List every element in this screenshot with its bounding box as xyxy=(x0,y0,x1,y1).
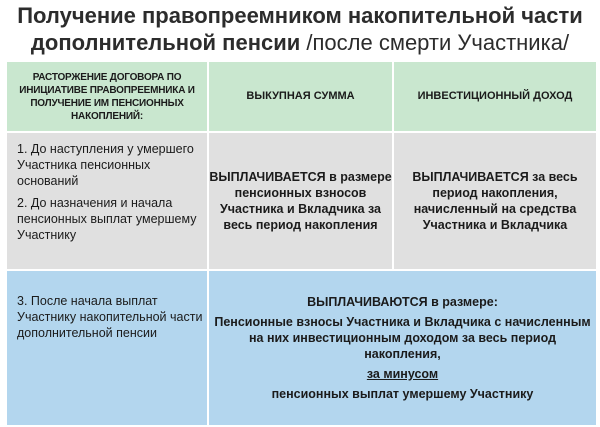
pension-table xyxy=(5,60,598,427)
merged-line-3: за минусом xyxy=(366,367,439,381)
merged-line-1: ВЫПЛАЧИВАЮТСЯ в размере: xyxy=(307,295,498,309)
table-row xyxy=(6,132,597,270)
table-header-row xyxy=(6,61,597,132)
table-row xyxy=(6,270,597,426)
header-cell-termination: РАСТОРЖЕНИЕ ДОГОВОРА ПО ИНИЦИАТИВЕ ПРАВОПРЕЕМНИКА И ПОЛУЧЕНИЕ ИМ ПЕНСИОННЫХ НАКОПЛЕНИЙ: xyxy=(6,61,208,132)
investment-value-cell: ВЫПЛАЧИВАЕТСЯ за весь период накопления, начисленный на средства Участника и Вкладчика xyxy=(393,132,597,270)
header-cell-redemption: ВЫКУПНАЯ СУММА xyxy=(208,61,393,132)
header-cell-investment: ИНВЕСТИЦИОННЫЙ ДОХОД xyxy=(393,61,597,132)
row-conditions-cell xyxy=(6,132,208,270)
page-title xyxy=(0,2,600,56)
condition-item-3: 3. После начала выплат Участнику накопительной части дополнительной пенсии xyxy=(6,270,208,426)
merged-line-2: Пенсионные взносы Участника и Вкладчика с начисленным на них инвестиционным доходом за весь период накопления, xyxy=(214,315,591,361)
merged-line-4: пенсионных выплат умершему Участнику xyxy=(271,387,534,401)
title-normal-text: /после смерти Участника/ xyxy=(300,30,570,55)
title-bold-text: Получение правопреемником накопительной части дополнительной пенсии xyxy=(17,3,583,55)
merged-payment-cell xyxy=(208,270,597,426)
condition-item-1: 1. До наступления у умершего Участника пенсионных оснований xyxy=(17,142,194,188)
redemption-value-cell: ВЫПЛАЧИВАЕТСЯ в размере пенсионных взносов Участника и Вкладчика за весь период накопления xyxy=(208,132,393,270)
condition-item-2: 2. До назначения и начала пенсионных выплат умершему Участнику xyxy=(17,196,197,242)
